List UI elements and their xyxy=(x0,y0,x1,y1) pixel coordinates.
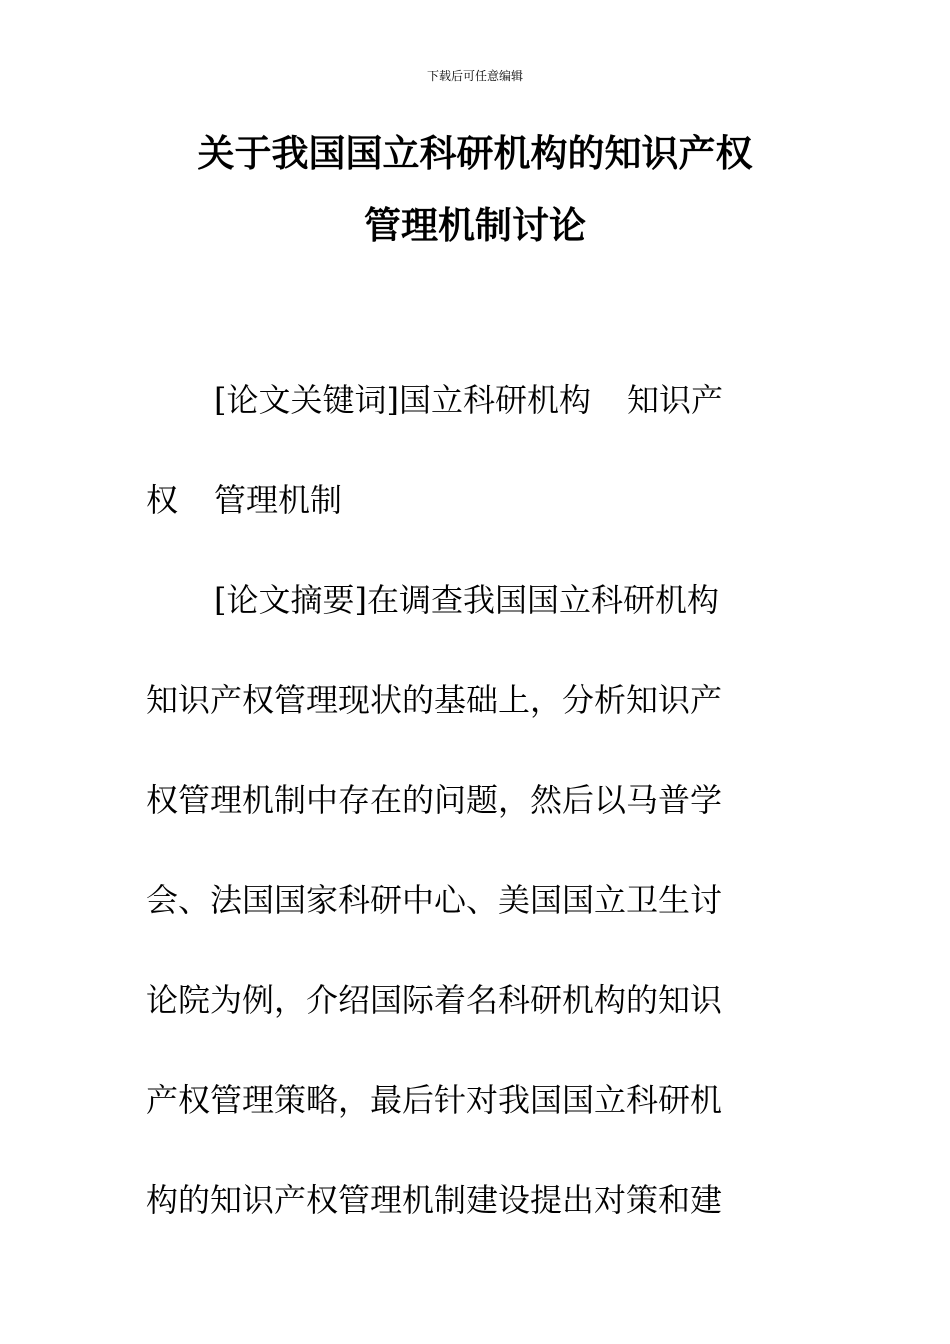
abstract-label: [论文摘要] xyxy=(214,581,367,619)
keyword-term: 国立科研机构 xyxy=(398,381,591,419)
keywords-line-2 xyxy=(146,480,786,520)
header-note: 下载后可任意编辑 xyxy=(426,69,523,83)
keyword-term: 知识产 xyxy=(627,381,724,419)
abstract-line-6: 产权管理策略，最后针对我国国立科研机 xyxy=(146,1081,723,1119)
abstract-line-2: 知识产权管理现状的基础上，分析知识产 xyxy=(146,681,723,719)
page-title-line-1: 关于我国国立科研机构的知识产权 xyxy=(197,132,753,175)
abstract-line-3: 权管理机制中存在的问题，然后以马普学 xyxy=(146,781,723,819)
abstract-line-5: 论院为例，介绍国际着名科研机构的知识 xyxy=(146,981,723,1019)
page-title-line-2: 管理机制讨论 xyxy=(364,204,586,247)
abstract-line-7: 构的知识产权管理机制建设提出对策和建 xyxy=(146,1181,723,1219)
keywords-label: [论文关键词] xyxy=(214,381,399,419)
abstract-line-4: 会、法国国家科研中心、美国国立卫生讨 xyxy=(146,881,723,919)
abstract-line-1 xyxy=(214,580,854,620)
keyword-term: 管理机制 xyxy=(214,481,343,519)
keywords-line-1 xyxy=(214,380,854,420)
keyword-term: 权 xyxy=(146,481,179,519)
abstract-text: 在调查我国国立科研机构 xyxy=(366,581,719,619)
